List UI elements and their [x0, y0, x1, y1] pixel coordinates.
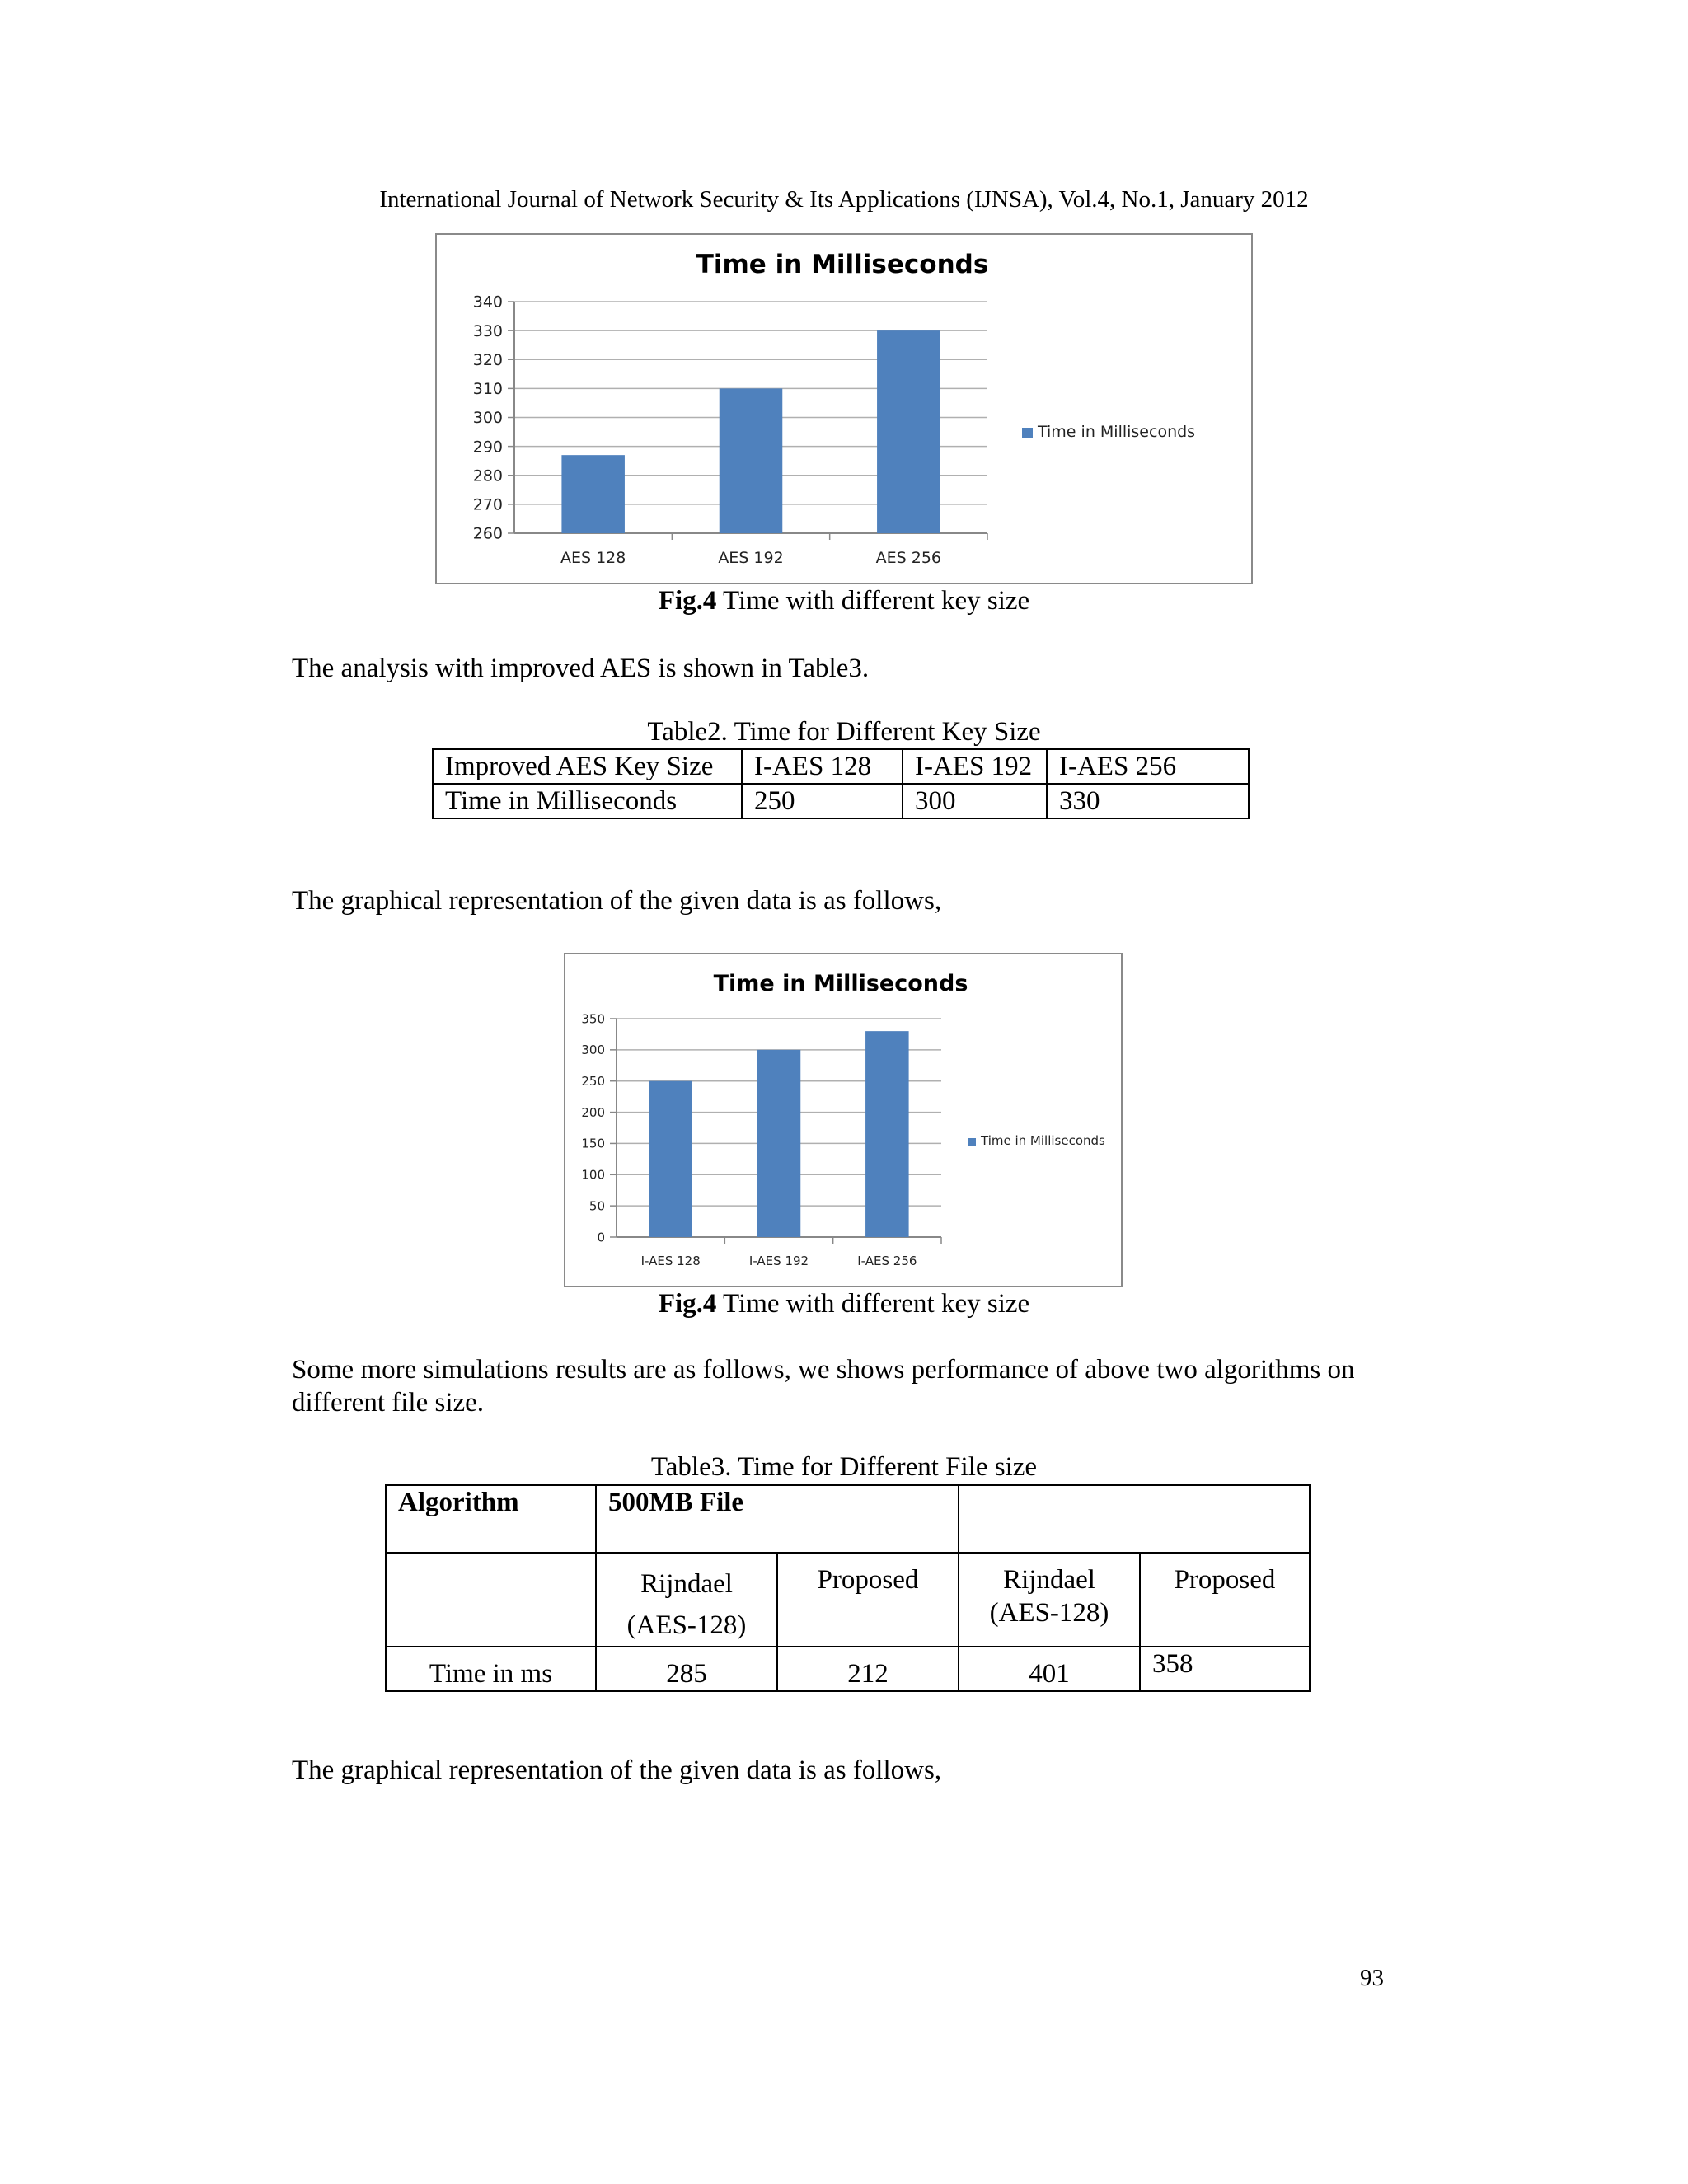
running-header: International Journal of Network Security & Its Applications (IJNSA), Vol.4, No.1, January 2012: [379, 186, 1309, 213]
y-tick-label: 270: [472, 495, 503, 514]
table-3-header-row: [386, 1485, 1310, 1553]
table-2-caption: Table2. Time for Different Key Size: [647, 717, 1041, 747]
x-tick-label: AES 128: [560, 549, 626, 567]
y-tick-label: 0: [597, 1230, 605, 1245]
y-tick-label: 340: [472, 293, 503, 312]
table-3-cell: 212: [777, 1647, 959, 1691]
bar: [877, 330, 940, 533]
figure-2-label: Fig.4: [658, 1289, 717, 1319]
table-3-header-file: 500MB File: [596, 1485, 959, 1553]
table-3-subheader-cell: Proposed: [1140, 1553, 1310, 1647]
y-tick-label: 350: [581, 1011, 605, 1027]
chart-2-svg: [565, 954, 1121, 1286]
table-3-row-label: Time in ms: [386, 1647, 596, 1691]
legend-label: Time in Milliseconds: [1038, 423, 1196, 441]
paragraph-4: The graphical representation of the given data is as follows,: [292, 1755, 942, 1785]
bar: [865, 1031, 909, 1237]
legend-swatch: [968, 1138, 976, 1146]
table-2-header-row: [433, 749, 1249, 784]
table-2-header-cell: I-AES 256: [1047, 749, 1249, 784]
table-2-cell: 300: [903, 784, 1047, 818]
table-3-empty-cell: [386, 1553, 596, 1647]
chart-title: Time in Milliseconds: [713, 971, 968, 996]
bar: [561, 455, 625, 533]
x-tick-label: I-AES 192: [748, 1254, 809, 1268]
chart-1-svg: [437, 235, 1251, 583]
bar: [649, 1081, 692, 1237]
page-number: 93: [1360, 1965, 1384, 1991]
figure-1-caption: [0, 586, 1688, 616]
table-3-row: [386, 1647, 1310, 1691]
legend-label: Time in Milliseconds: [981, 1133, 1105, 1148]
table-2-cell: 330: [1047, 784, 1249, 818]
chart-1: [435, 233, 1253, 584]
chart-title: Time in Milliseconds: [696, 250, 989, 279]
y-tick-label: 280: [472, 466, 503, 485]
y-tick-label: 320: [472, 350, 503, 369]
figure-2-caption-text: Time with different key size: [716, 1289, 1030, 1319]
paragraph-1: The analysis with improved AES is shown in Table3.: [292, 654, 870, 683]
x-tick-label: AES 192: [718, 549, 784, 567]
table-3-header-empty: [959, 1485, 1310, 1553]
y-tick-label: 290: [472, 438, 503, 457]
paragraph-2: The graphical representation of the given data is as follows,: [292, 886, 942, 916]
y-tick-label: 50: [588, 1198, 605, 1214]
y-tick-label: 300: [472, 409, 503, 428]
table-2-cell: Time in Milliseconds: [433, 784, 742, 818]
table-3-cell: 401: [959, 1647, 1140, 1691]
figure-1-caption-text: Time with different key size: [716, 586, 1030, 616]
y-tick-label: 250: [581, 1073, 605, 1089]
x-tick-label: I-AES 128: [640, 1254, 701, 1268]
paragraph-3: Some more simulations results are as follows, we shows performance of above two algorithms on different file size.: [292, 1355, 1355, 1418]
table-3-subheader-cell: Rijndael (AES-128): [959, 1553, 1140, 1647]
table-2-cell: 250: [742, 784, 903, 818]
y-tick-label: 330: [472, 321, 503, 340]
legend-swatch: [1022, 428, 1033, 438]
table-3-caption: Table3. Time for Different File size: [650, 1452, 1038, 1482]
table-3-subheader-cell: Rijndael (AES-128): [596, 1553, 777, 1647]
table-3-cell: 285: [596, 1647, 777, 1691]
y-tick-label: 310: [472, 380, 503, 399]
table-3-subheader-cell: Proposed: [777, 1553, 959, 1647]
x-tick-label: I-AES 256: [857, 1254, 917, 1268]
y-tick-label: 300: [581, 1043, 605, 1058]
figure-1-label: Fig.4: [658, 586, 717, 616]
table-2-header-cell: I-AES 192: [903, 749, 1047, 784]
table-3-cell: 358: [1140, 1647, 1310, 1691]
y-tick-label: 100: [581, 1167, 605, 1183]
chart-2: [564, 953, 1123, 1287]
table-3-subheader-row: [386, 1553, 1310, 1647]
y-tick-label: 150: [581, 1136, 605, 1151]
bar: [757, 1050, 801, 1237]
figure-2-caption: [0, 1289, 1688, 1319]
y-tick-label: 200: [581, 1104, 605, 1120]
table-2-header-cell: I-AES 128: [742, 749, 903, 784]
table-3: [385, 1484, 1311, 1692]
table-3-header-algorithm: Algorithm: [386, 1485, 596, 1553]
table-2: [432, 748, 1250, 819]
y-tick-label: 260: [472, 524, 503, 543]
bar: [720, 388, 783, 533]
table-2-header-cell: Improved AES Key Size: [433, 749, 742, 784]
x-tick-label: AES 256: [875, 549, 942, 567]
table-2-row: [433, 784, 1249, 818]
